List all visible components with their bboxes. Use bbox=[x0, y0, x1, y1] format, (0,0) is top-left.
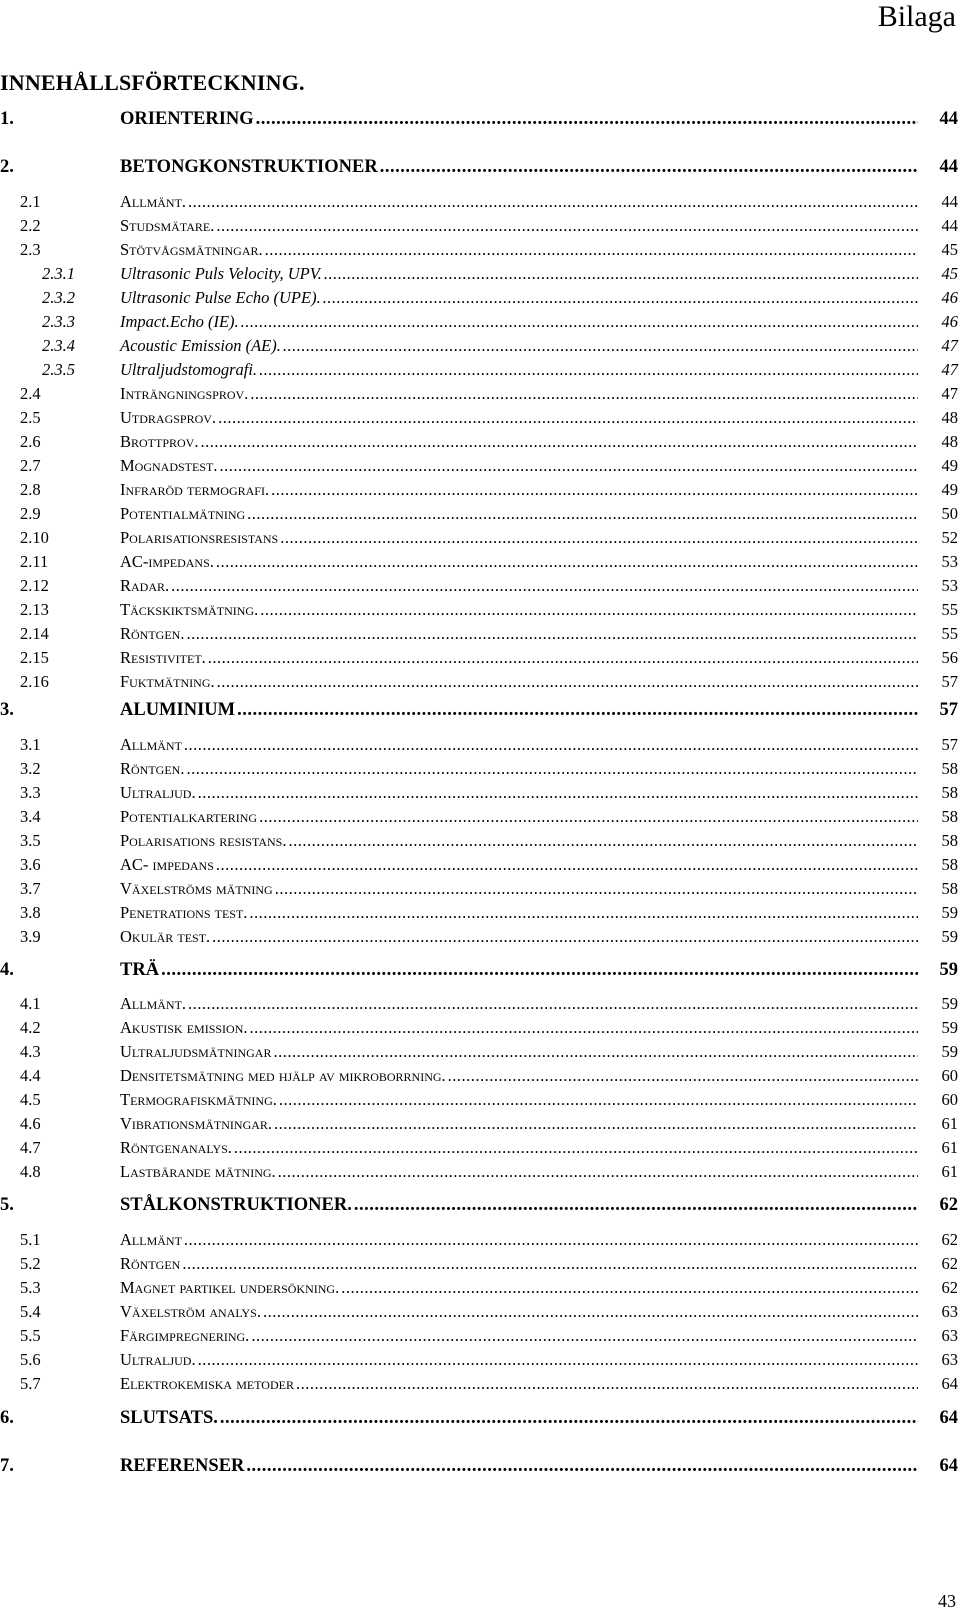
toc-entry[interactable] bbox=[0, 190, 960, 214]
dot-leader bbox=[247, 502, 918, 526]
toc-entry[interactable] bbox=[0, 1064, 960, 1088]
toc-entry-label: Färgimpregnering. bbox=[120, 1326, 250, 1345]
dot-leader bbox=[260, 598, 918, 622]
dot-leader bbox=[198, 1348, 918, 1372]
toc-entry-page: 59 bbox=[941, 927, 958, 946]
toc-entry-number: 2.6 bbox=[20, 432, 41, 451]
toc-entry-number: 3.9 bbox=[20, 927, 41, 946]
toc-entry-page: 44 bbox=[941, 216, 958, 235]
toc-entry[interactable] bbox=[0, 238, 960, 262]
toc-entry-page: 58 bbox=[941, 807, 958, 826]
toc-entry-number: 2.3 bbox=[20, 240, 41, 259]
toc-entry-label: Allmänt. bbox=[120, 994, 187, 1013]
toc-entry-page: 49 bbox=[941, 456, 958, 475]
toc-entry[interactable] bbox=[0, 670, 960, 694]
toc-entry-page: 60 bbox=[941, 1090, 958, 1109]
toc-entry-label: Penetrations test. bbox=[120, 903, 248, 922]
toc-entry-number: 3.2 bbox=[20, 759, 41, 778]
footer-page-number: 43 bbox=[938, 1591, 956, 1611]
dot-leader bbox=[323, 286, 918, 310]
toc-entry[interactable] bbox=[0, 478, 960, 502]
dot-leader bbox=[171, 574, 918, 598]
dot-leader bbox=[184, 1228, 918, 1252]
toc-entry-label: Ultrasonic Pulse Echo (UPE). bbox=[120, 288, 321, 307]
dot-leader bbox=[186, 622, 918, 646]
dot-leader bbox=[200, 430, 918, 454]
toc-entry-label: Röntgen. bbox=[120, 759, 185, 778]
dot-leader bbox=[182, 1252, 918, 1276]
toc-entry[interactable] bbox=[0, 1040, 960, 1064]
toc-entry-number: 2.5 bbox=[20, 408, 41, 427]
toc-entry-number: 1. bbox=[0, 109, 14, 129]
toc-entry[interactable] bbox=[0, 334, 960, 358]
toc-entry-number: 4.2 bbox=[20, 1018, 41, 1037]
toc-entry-number: 4.6 bbox=[20, 1114, 41, 1133]
toc-entry-page: 47 bbox=[941, 360, 958, 379]
toc-entry-page: 60 bbox=[941, 1066, 958, 1085]
toc-entry-label: AC-impedans. bbox=[120, 552, 214, 571]
toc-entry[interactable] bbox=[0, 829, 960, 853]
toc-entry-number: 2.8 bbox=[20, 480, 41, 499]
toc-entry-page: 58 bbox=[941, 783, 958, 802]
dot-leader bbox=[271, 478, 918, 502]
toc-entry-number: 4.4 bbox=[20, 1066, 41, 1085]
dot-leader bbox=[217, 670, 918, 694]
toc-entry-label: Inträngningsprov. bbox=[120, 384, 249, 403]
dot-leader bbox=[216, 550, 918, 574]
toc-entry-number: 3.3 bbox=[20, 783, 41, 802]
toc-entry-page: 59 bbox=[939, 960, 958, 980]
toc-entry[interactable] bbox=[0, 805, 960, 829]
dot-leader bbox=[216, 214, 918, 238]
toc-entry-page: 62 bbox=[941, 1254, 958, 1273]
toc-entry-number: 2.7 bbox=[20, 456, 41, 475]
dot-leader bbox=[246, 1454, 918, 1478]
toc-entry-number: 2.3.1 bbox=[42, 264, 75, 283]
toc-entry[interactable] bbox=[0, 958, 960, 982]
toc-entry-page: 46 bbox=[941, 288, 958, 307]
toc-entry-number: 2.3.2 bbox=[42, 288, 75, 307]
toc-entry-label: Magnet partikel undersökning. bbox=[120, 1278, 340, 1297]
toc-entry-page: 64 bbox=[941, 1374, 958, 1393]
toc-entry-page: 47 bbox=[941, 336, 958, 355]
toc-entry-number: 6. bbox=[0, 1408, 14, 1428]
toc-entry-page: 44 bbox=[941, 192, 958, 211]
dot-leader bbox=[265, 238, 918, 262]
dot-leader bbox=[208, 646, 918, 670]
toc-entry-number: 4.5 bbox=[20, 1090, 41, 1109]
toc-entry[interactable] bbox=[0, 1300, 960, 1324]
toc-entry-label: Mognadstest. bbox=[120, 456, 218, 475]
toc-entry-page: 50 bbox=[941, 504, 958, 523]
toc-entry[interactable] bbox=[0, 1406, 960, 1430]
toc-entry[interactable] bbox=[0, 757, 960, 781]
toc-entry[interactable] bbox=[0, 1088, 960, 1112]
toc-entry-page: 55 bbox=[941, 600, 958, 619]
toc-entry-number: 5.5 bbox=[20, 1326, 41, 1345]
dot-leader bbox=[259, 358, 918, 382]
toc-entry-label: Ultraljudsmätningar bbox=[120, 1042, 272, 1061]
toc-entry[interactable] bbox=[0, 1228, 960, 1252]
toc-entry-number: 3.4 bbox=[20, 807, 41, 826]
toc-entry[interactable] bbox=[0, 877, 960, 901]
toc-entry-number: 2.15 bbox=[20, 648, 49, 667]
toc-entry-page: 62 bbox=[939, 1195, 958, 1215]
dot-leader bbox=[219, 454, 918, 478]
dot-leader bbox=[218, 406, 918, 430]
dot-leader bbox=[186, 757, 918, 781]
toc-entry[interactable] bbox=[0, 698, 960, 722]
toc-entry-page: 57 bbox=[941, 672, 958, 691]
toc-entry[interactable] bbox=[0, 1136, 960, 1160]
toc-entry[interactable] bbox=[0, 733, 960, 757]
toc-entry-page: 44 bbox=[939, 157, 958, 177]
toc-entry-label: Ultraljud. bbox=[120, 1350, 196, 1369]
toc-entry[interactable] bbox=[0, 430, 960, 454]
toc-entry-label: Ultrasonic Puls Velocity, UPV. bbox=[120, 264, 322, 283]
dot-leader bbox=[237, 698, 918, 722]
dot-leader bbox=[279, 1088, 918, 1112]
toc-entry-number: 7. bbox=[0, 1456, 14, 1476]
dot-leader bbox=[250, 382, 918, 406]
toc-entry-page: 48 bbox=[941, 432, 958, 451]
toc-entry[interactable] bbox=[0, 622, 960, 646]
toc-entry-label: Vibrationsmätningar. bbox=[120, 1114, 273, 1133]
toc-entry-page: 53 bbox=[941, 552, 958, 571]
dot-leader bbox=[341, 1276, 918, 1300]
dot-leader bbox=[273, 1040, 918, 1064]
toc-entry-page: 53 bbox=[941, 576, 958, 595]
toc-entry-number: 2.13 bbox=[20, 600, 49, 619]
toc-entry-label: Ultraljudstomografi. bbox=[120, 360, 258, 379]
toc-entry[interactable] bbox=[0, 107, 960, 131]
toc-entry-number: 3.1 bbox=[20, 735, 41, 754]
toc-entry-number: 2.9 bbox=[20, 504, 41, 523]
toc-entry[interactable] bbox=[0, 1193, 960, 1217]
dot-leader bbox=[212, 925, 918, 949]
toc-entry[interactable] bbox=[0, 286, 960, 310]
toc-entry-page: 59 bbox=[941, 994, 958, 1013]
toc-entry-number: 5.1 bbox=[20, 1230, 41, 1249]
toc-entry[interactable] bbox=[0, 598, 960, 622]
toc-entry-label: Allmänt bbox=[120, 735, 182, 754]
toc-entry-page: 47 bbox=[941, 384, 958, 403]
toc-entry-label: TRÄ bbox=[120, 960, 160, 980]
toc-entry-number: 5.7 bbox=[20, 1374, 41, 1393]
toc-entry-label: SLUTSATS. bbox=[120, 1408, 218, 1428]
dot-leader bbox=[234, 1136, 918, 1160]
toc-entry-label: Täckskiktsmätning. bbox=[120, 600, 259, 619]
dot-leader bbox=[448, 1064, 918, 1088]
toc-entry-page: 61 bbox=[941, 1138, 958, 1157]
toc-entry-number: 2.3.3 bbox=[42, 312, 75, 331]
toc-entry-page: 57 bbox=[939, 700, 958, 720]
toc-entry-number: 3. bbox=[0, 700, 14, 720]
toc-entry[interactable] bbox=[0, 1324, 960, 1348]
toc-entry-number: 2.2 bbox=[20, 216, 41, 235]
dot-leader bbox=[251, 1324, 918, 1348]
dot-leader bbox=[188, 190, 918, 214]
toc-entry-number: 2.16 bbox=[20, 672, 49, 691]
toc-entry-page: 58 bbox=[941, 759, 958, 778]
toc-entry-page: 61 bbox=[941, 1114, 958, 1133]
toc-entry[interactable] bbox=[0, 1454, 960, 1478]
toc-entry-number: 2.4 bbox=[20, 384, 41, 403]
toc-entry-page: 63 bbox=[941, 1302, 958, 1321]
toc-entry-label: Acoustic Emission (AE). bbox=[120, 336, 281, 355]
toc-entry[interactable] bbox=[0, 155, 960, 179]
toc-entry-page: 64 bbox=[939, 1456, 958, 1476]
toc-entry-label: Elektrokemiska metoder bbox=[120, 1374, 294, 1393]
toc-entry-number: 4.7 bbox=[20, 1138, 41, 1157]
toc-entry-page: 45 bbox=[941, 240, 958, 259]
toc-entry-number: 2. bbox=[0, 157, 14, 177]
dot-leader bbox=[380, 155, 918, 179]
dot-leader bbox=[216, 853, 918, 877]
toc-entry-number: 5.6 bbox=[20, 1350, 41, 1369]
dot-leader bbox=[241, 310, 918, 334]
toc-entry-label: Impact.Echo (IE). bbox=[120, 312, 239, 331]
toc-entry[interactable] bbox=[0, 1252, 960, 1276]
toc-entry-label: Fuktmätning. bbox=[120, 672, 215, 691]
toc-entry[interactable] bbox=[0, 781, 960, 805]
toc-entry-number: 5.3 bbox=[20, 1278, 41, 1297]
toc-entry-label: Utdragsprov. bbox=[120, 408, 217, 427]
toc-entry-number: 5.2 bbox=[20, 1254, 41, 1273]
toc-entry-page: 59 bbox=[941, 1042, 958, 1061]
dot-leader bbox=[324, 262, 918, 286]
toc-entry[interactable] bbox=[0, 262, 960, 286]
toc-entry-number: 4.8 bbox=[20, 1162, 41, 1181]
toc-entry-page: 44 bbox=[939, 109, 958, 129]
toc-entry-label: Brottprov. bbox=[120, 432, 199, 451]
toc-entry-page: 55 bbox=[941, 624, 958, 643]
toc-entry-label: ORIENTERING bbox=[120, 109, 254, 129]
toc-entry-number: 2.10 bbox=[20, 528, 49, 547]
toc-entry-number: 3.8 bbox=[20, 903, 41, 922]
toc-entry-number: 4.3 bbox=[20, 1042, 41, 1061]
toc-entry-label: Röntgen. bbox=[120, 624, 185, 643]
toc-entry[interactable] bbox=[0, 406, 960, 430]
toc-entry-number: 4.1 bbox=[20, 994, 41, 1013]
toc-entry[interactable] bbox=[0, 310, 960, 334]
toc-entry[interactable] bbox=[0, 901, 960, 925]
toc-entry-page: 58 bbox=[941, 855, 958, 874]
toc-entry-page: 58 bbox=[941, 831, 958, 850]
toc-entry-number: 5. bbox=[0, 1195, 14, 1215]
dot-leader bbox=[278, 1160, 918, 1184]
toc-entry-label: Termografiskmätning. bbox=[120, 1090, 277, 1109]
dot-leader bbox=[275, 877, 918, 901]
dot-leader bbox=[274, 1112, 918, 1136]
toc-entry-label: ALUMINIUM bbox=[120, 700, 236, 720]
dot-leader bbox=[259, 805, 918, 829]
toc-entry-page: 61 bbox=[941, 1162, 958, 1181]
toc-entry-page: 64 bbox=[939, 1408, 958, 1428]
toc-entry-label: Densitetsmätning med hjälp av mikroborrning. bbox=[120, 1066, 446, 1085]
toc-title: INNEHÅLLSFÖRTECKNING. bbox=[0, 70, 305, 95]
toc-entry-number: 2.3.4 bbox=[42, 336, 75, 355]
dot-leader bbox=[249, 901, 918, 925]
toc-entry-label: Allmänt. bbox=[120, 192, 187, 211]
toc-entry[interactable] bbox=[0, 646, 960, 670]
toc-entry-number: 4. bbox=[0, 960, 14, 980]
toc-entry-label: Okulär test. bbox=[120, 927, 211, 946]
toc-entry-number: 2.1 bbox=[20, 192, 41, 211]
toc-entry[interactable] bbox=[0, 358, 960, 382]
toc-entry-number: 3.7 bbox=[20, 879, 41, 898]
toc-entry-number: 3.5 bbox=[20, 831, 41, 850]
toc-entry-page: 63 bbox=[941, 1326, 958, 1345]
toc-entry-label: Ultraljud. bbox=[120, 783, 196, 802]
toc-entry-label: Infraröd termografi. bbox=[120, 480, 270, 499]
toc-entry-label: AC- impedans bbox=[120, 855, 214, 874]
toc-entry[interactable] bbox=[0, 1276, 960, 1300]
toc-entry-page: 46 bbox=[941, 312, 958, 331]
dot-leader bbox=[250, 1016, 918, 1040]
toc-entry-page: 62 bbox=[941, 1230, 958, 1249]
toc-entry-page: 52 bbox=[941, 528, 958, 547]
toc-entry[interactable] bbox=[0, 853, 960, 877]
toc-entry-page: 58 bbox=[941, 879, 958, 898]
toc-entry-label: Lastbärande mätning. bbox=[120, 1162, 276, 1181]
toc-entry-label: Polarisationsresistans bbox=[120, 528, 279, 547]
toc-entry[interactable] bbox=[0, 502, 960, 526]
toc-entry[interactable] bbox=[0, 1016, 960, 1040]
dot-leader bbox=[198, 781, 918, 805]
toc-entry-label: Studsmätare. bbox=[120, 216, 215, 235]
dot-leader bbox=[288, 829, 918, 853]
dot-leader bbox=[296, 1372, 918, 1396]
toc-entry-label: Växelström analys. bbox=[120, 1302, 261, 1321]
dot-leader bbox=[280, 526, 918, 550]
toc-entry-page: 59 bbox=[941, 903, 958, 922]
toc-entry-label: Polarisations resistans. bbox=[120, 831, 287, 850]
toc-entry-label: Växelströms mätning bbox=[120, 879, 273, 898]
toc-entry[interactable] bbox=[0, 1160, 960, 1184]
toc-entry-label: Röntgen bbox=[120, 1254, 181, 1273]
toc-entry-label: STÅLKONSTRUKTIONER. bbox=[120, 1195, 352, 1215]
toc-entry[interactable] bbox=[0, 925, 960, 949]
toc-entry[interactable] bbox=[0, 550, 960, 574]
dot-leader bbox=[283, 334, 918, 358]
toc-entry-page: 57 bbox=[941, 735, 958, 754]
toc-entry-label: Potentialmätning bbox=[120, 504, 246, 523]
toc-entry-number: 2.14 bbox=[20, 624, 49, 643]
toc-entry[interactable] bbox=[0, 214, 960, 238]
toc-entry-label: Resistivitet. bbox=[120, 648, 206, 667]
toc-entry[interactable] bbox=[0, 1372, 960, 1396]
dot-leader bbox=[161, 958, 918, 982]
toc-entry-page: 63 bbox=[941, 1350, 958, 1369]
toc-entry-label: Radar. bbox=[120, 576, 170, 595]
toc-entry[interactable] bbox=[0, 1348, 960, 1372]
toc-entry-label: BETONGKONSTRUKTIONER bbox=[120, 157, 378, 177]
toc-entry-number: 3.6 bbox=[20, 855, 41, 874]
toc-entry-label: REFERENSER bbox=[120, 1456, 245, 1476]
dot-leader bbox=[188, 992, 918, 1016]
toc-entry-page: 56 bbox=[941, 648, 958, 667]
toc-entry-number: 2.3.5 bbox=[42, 360, 75, 379]
page-header-bilaga: Bilaga bbox=[877, 0, 956, 33]
toc-entry-page: 45 bbox=[941, 264, 958, 283]
dot-leader bbox=[256, 107, 918, 131]
toc-entry-label: Akustisk emission. bbox=[120, 1018, 248, 1037]
toc-entry-label: Potentialkartering bbox=[120, 807, 258, 826]
toc-entry[interactable] bbox=[0, 574, 960, 598]
dot-leader bbox=[184, 733, 918, 757]
toc-entry-page: 49 bbox=[941, 480, 958, 499]
toc-entry[interactable] bbox=[0, 526, 960, 550]
dot-leader bbox=[220, 1406, 918, 1430]
toc-entry[interactable] bbox=[0, 992, 960, 1016]
toc-entry[interactable] bbox=[0, 1112, 960, 1136]
toc-entry-page: 62 bbox=[941, 1278, 958, 1297]
toc-entry-label: Allmänt bbox=[120, 1230, 182, 1249]
toc-entry-number: 2.12 bbox=[20, 576, 49, 595]
dot-leader bbox=[354, 1193, 918, 1217]
toc-entry-number: 2.11 bbox=[20, 552, 49, 571]
toc-entry[interactable] bbox=[0, 382, 960, 406]
toc-entry-page: 59 bbox=[941, 1018, 958, 1037]
toc-entry-label: Stötvågsmätningar. bbox=[120, 240, 263, 259]
toc-entry[interactable] bbox=[0, 454, 960, 478]
toc-entry-label: Röntgenanalys. bbox=[120, 1138, 232, 1157]
toc-entry-page: 48 bbox=[941, 408, 958, 427]
toc-entry-number: 5.4 bbox=[20, 1302, 41, 1321]
dot-leader bbox=[263, 1300, 918, 1324]
